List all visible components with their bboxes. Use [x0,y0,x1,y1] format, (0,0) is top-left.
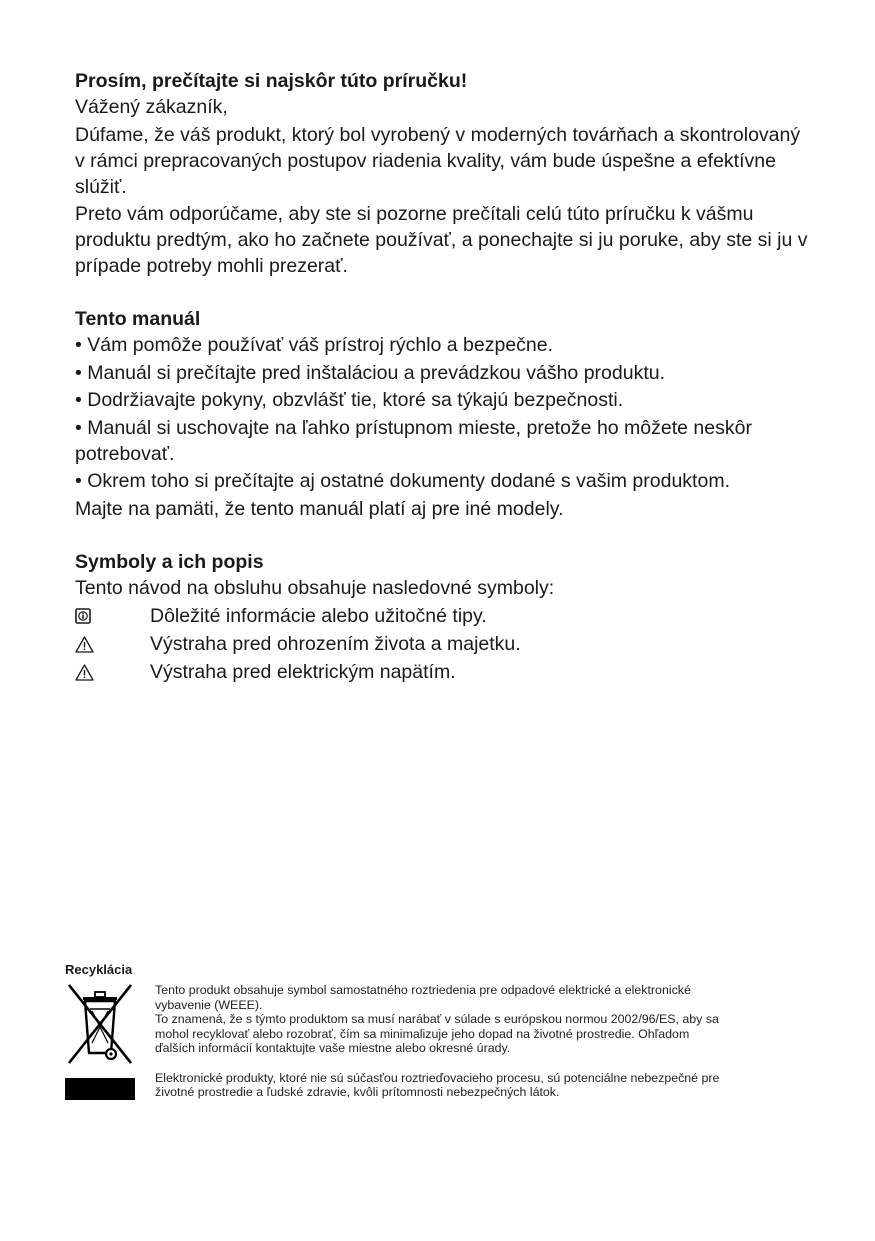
symbols-intro: Tento návod na obsluhu obsahuje nasledovné symboly: [75,576,555,599]
recycling-title: Recyklácia [65,962,133,977]
crossed-out-wheelie-bin-icon [65,983,137,1100]
recycling-line: mohol recyklovať alebo rozobrať, čím sa minimalizuje jeho dopad na životné prostredie. Ohľadom [155,1026,690,1041]
manual-bullet: • Manuál si uschovajte na ľahko prístupnom mieste, pretože ho môžete neskôr potrebovať. [75,416,752,465]
recycling-text [155,983,719,1100]
symbol-description: Dôležité informácie alebo užitočné tipy. [150,605,487,627]
manual-note: Majte na pamäti, že tento manuál platí aj pre iné modely. [75,497,564,520]
symbols-heading: Symboly a ich popis [75,550,264,573]
warning-triangle-icon [75,664,150,681]
intro-paragraph-2: Preto vám odporúčame, aby ste si pozorne prečítali celú túto príručku k vášmu produktu predtým, ako ho začnete používať, a ponechajte si ju poruke, aby ste si ju v prípade potreby mohli prezerať. [75,203,808,277]
manual-section [75,306,815,522]
recycling-line: životné prostredie a ľudské zdravie, kvôli prítomnosti nebezpečných látok. [155,1085,560,1100]
manual-page [75,68,815,686]
recycling-line: To znamená, že s týmto produktom sa musí narábať v súlade s európskou normou 2002/96/ES, aby sa [155,1012,719,1027]
recycling-section [65,962,825,1100]
weee-bar [65,1078,135,1100]
intro-paragraph-1: Dúfame, že váš produkt, ktorý bol vyrobený v moderných továrňach a skontrolovaný v rámci prepracovaných postupov riadenia kvality, vám bude úspešne a efektívne slúžiť. [75,123,801,198]
recycling-line: vybavenie (WEEE). [155,997,263,1012]
symbol-description: Výstraha pred ohrozením života a majetku. [150,633,521,655]
symbol-row [75,602,815,630]
recycling-line: Elektronické produkty, ktoré nie sú súčasťou roztrieďovacieho procesu, sú potenciálne nebezpečné pre [155,1070,720,1085]
intro-heading: Prosím, prečítajte si najskôr túto príručku! [75,70,468,92]
salutation: Vážený zákazník, [75,96,228,118]
manual-bullet: • Vám pomôže používať váš prístroj rýchlo a bezpečne. [75,334,554,356]
symbol-row [75,630,815,658]
manual-bullet: • Okrem toho si prečítajte aj ostatné dokumenty dodané s vašim produktom. [75,470,730,492]
recycling-line: Tento produkt obsahuje symbol samostatného roztriedenia pre odpadové elektrické a elektronické [155,983,691,997]
manual-heading: Tento manuál [75,308,201,330]
manual-bullet: • Manuál si prečítajte pred inštaláciou a prevádzkou vášho produktu. [75,361,665,384]
recycling-body [65,983,825,1100]
symbol-description: Výstraha pred elektrickým napätím. [150,661,456,683]
info-icon [75,608,150,624]
symbol-row [75,658,815,686]
manual-bullet: • Dodržiavajte pokyny, obzvlášť tie, ktoré sa týkajú bezpečnosti. [75,389,624,411]
symbols-section [75,549,815,687]
warning-triangle-icon [75,636,150,653]
recycling-line: ďalších informácií kontaktujte vaše miestne alebo okresné úrady. [155,1041,511,1056]
